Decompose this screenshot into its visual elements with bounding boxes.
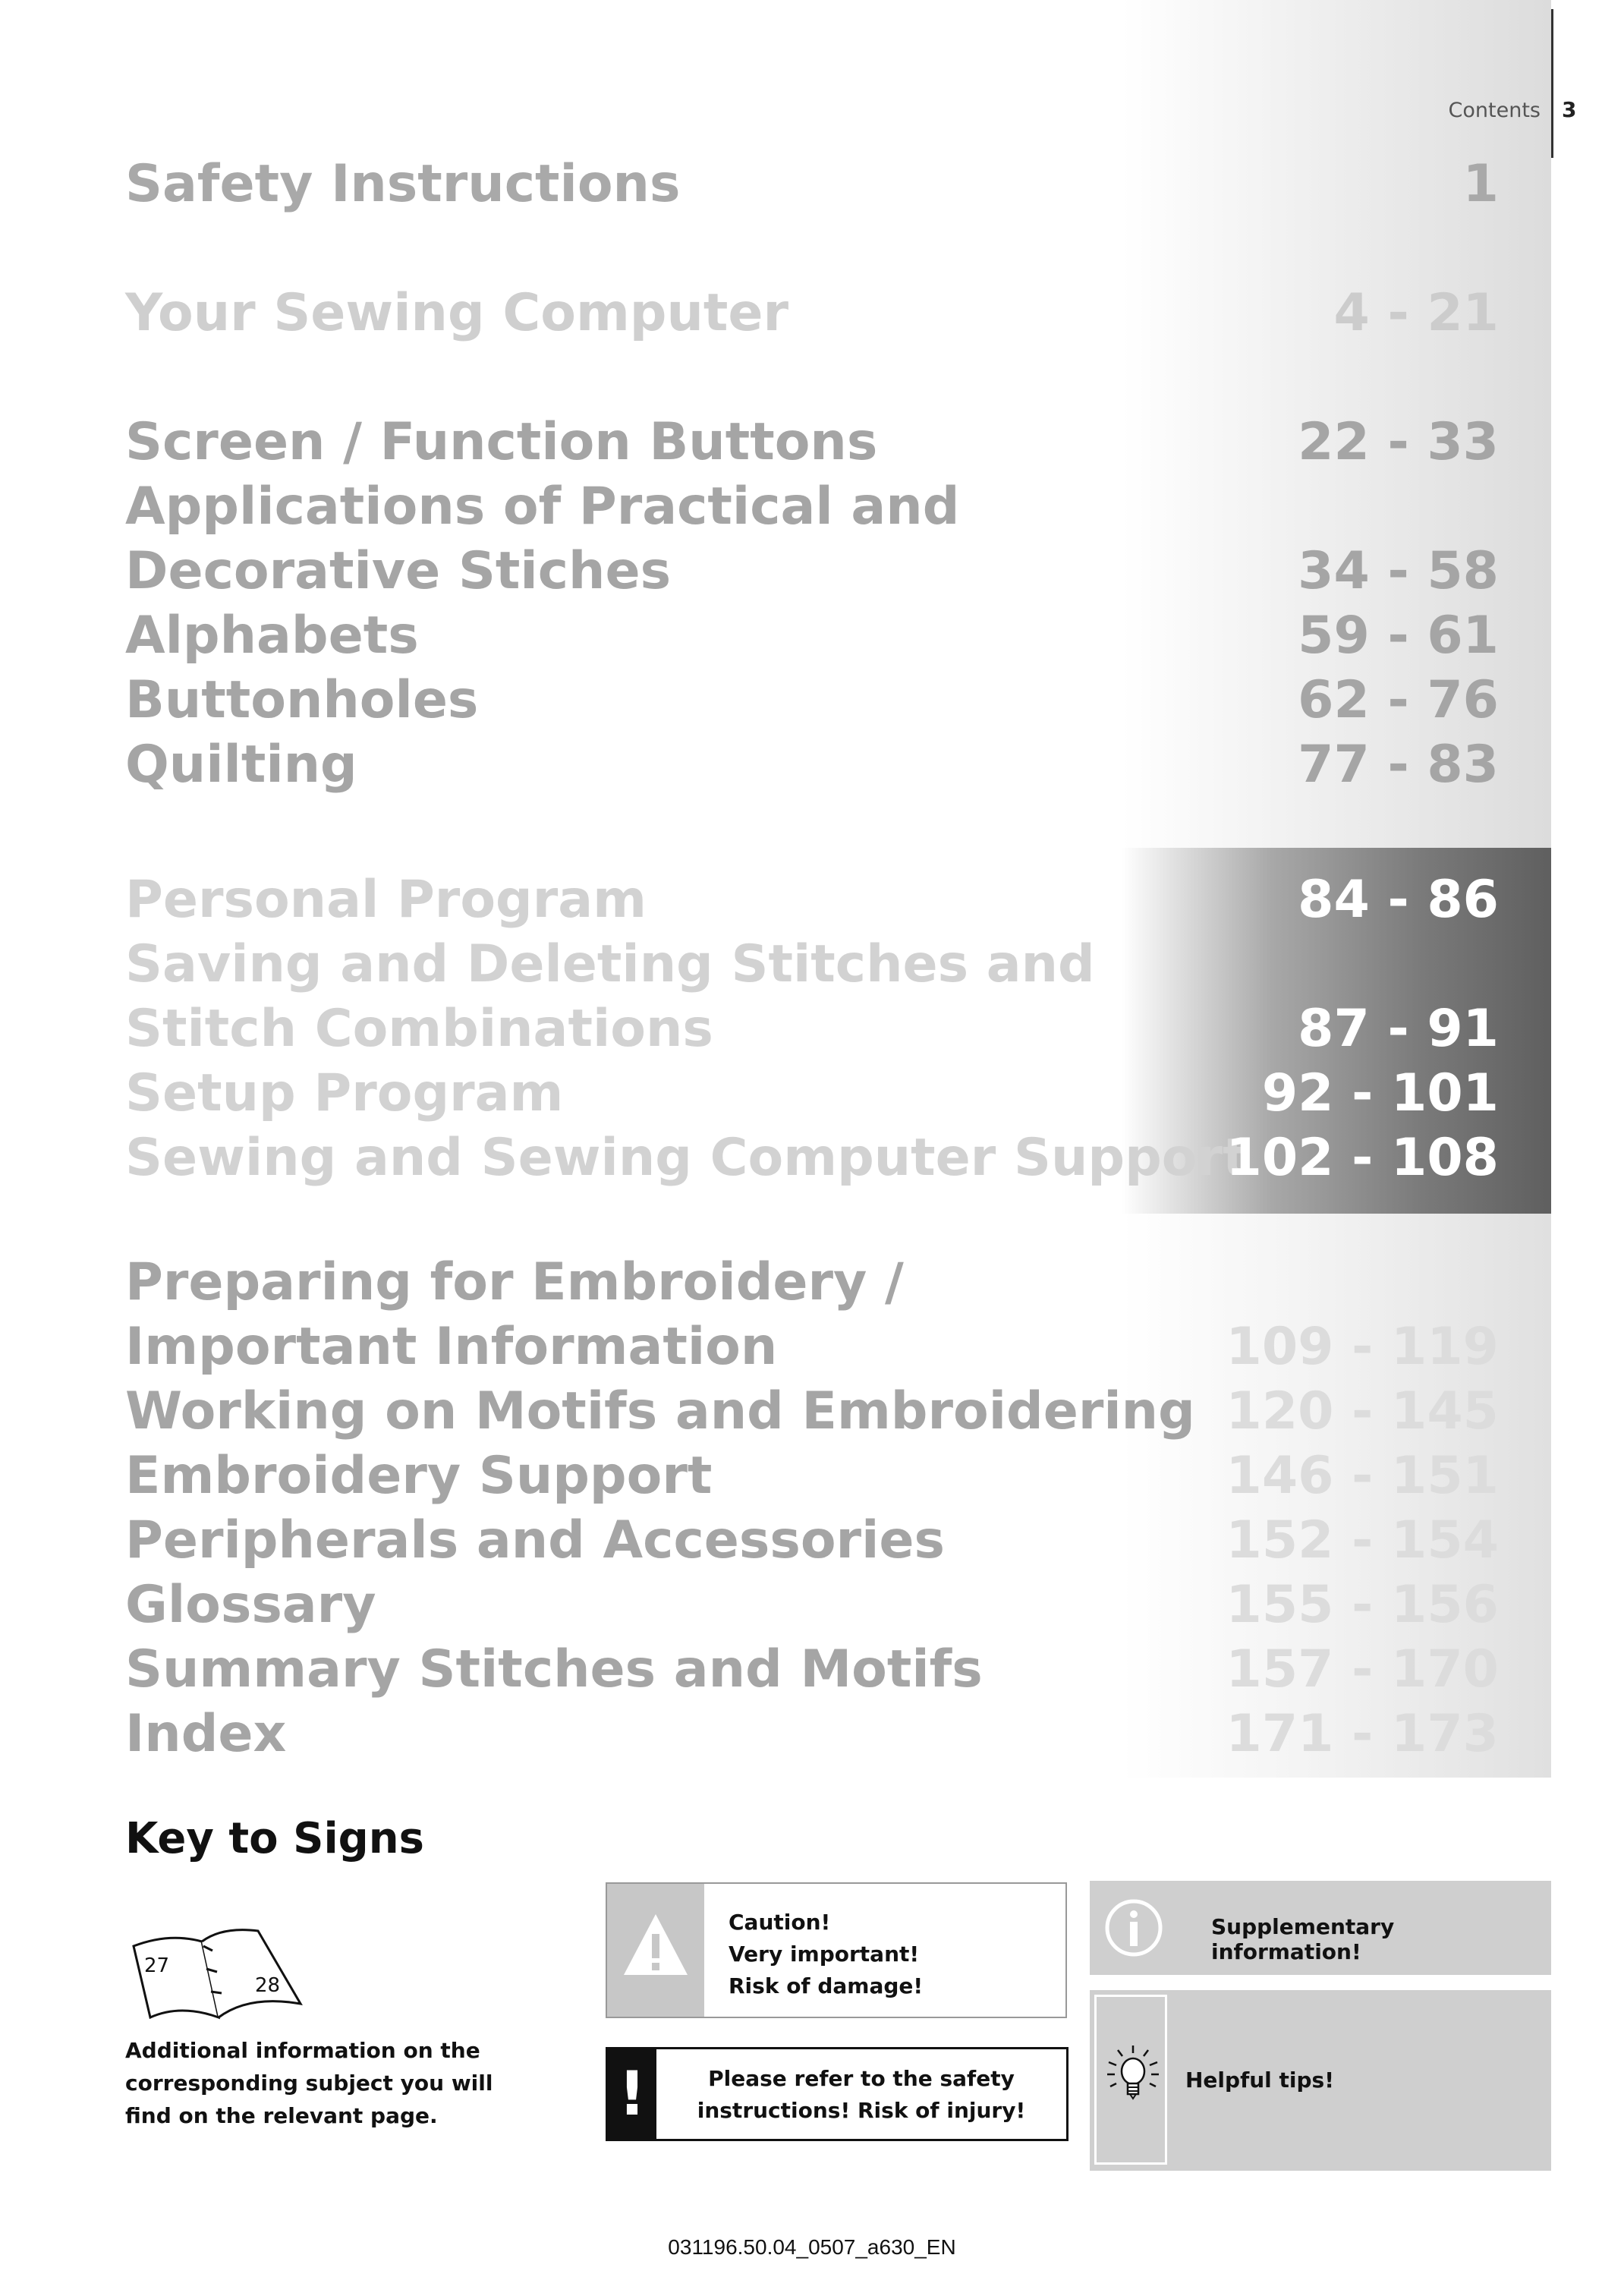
toc-pages: 22 - 33: [1298, 412, 1499, 472]
toc-pages: 87 - 91: [1298, 999, 1499, 1059]
toc-title: Applications of Practical and: [125, 477, 960, 537]
toc-title: Screen / Function Buttons: [125, 412, 878, 472]
toc-title: Saving and Deleting Stitches and: [125, 934, 1095, 994]
toc-title: Summary Stitches and Motifs: [125, 1639, 983, 1699]
toc-pages: 155 - 156: [1226, 1575, 1499, 1635]
tips-icon-frame: [1094, 1995, 1167, 2165]
running-header-section: Contents: [1448, 99, 1541, 122]
toc-pages: 62 - 76: [1298, 670, 1499, 730]
toc-pages: 84 - 86: [1298, 870, 1499, 930]
safety-sign: [606, 2047, 1069, 2141]
helpful-tips-text: Helpful tips!: [1185, 2068, 1334, 2093]
book-page-left: 27: [144, 1954, 170, 1977]
toc-title: Important Information: [125, 1317, 778, 1377]
toc-title: Decorative Stiches: [125, 541, 672, 601]
toc-title: Preparing for Embroidery /: [125, 1252, 904, 1312]
toc-pages: 152 - 154: [1226, 1510, 1499, 1570]
toc-title: Peripherals and Accessories: [125, 1510, 945, 1570]
helpful-tips-sign: [1090, 1990, 1551, 2171]
toc-title: Stitch Combinations: [125, 999, 713, 1059]
info-icon: [1103, 1898, 1164, 1958]
open-book-icon: [127, 1919, 310, 2033]
toc-title: Working on Motifs and Embroidering: [125, 1381, 1195, 1441]
toc-title: Personal Program: [125, 870, 647, 930]
toc-pages: 59 - 61: [1298, 606, 1499, 666]
footer-document-code: 031196.50.04_0507_a630_EN: [668, 2235, 956, 2259]
toc-pages: 109 - 119: [1226, 1317, 1499, 1377]
book-page-right: 28: [255, 1974, 281, 1997]
supplementary-info-sign: [1090, 1881, 1551, 1975]
toc-pages: 34 - 58: [1298, 541, 1499, 601]
toc-pages: 92 - 101: [1261, 1063, 1499, 1123]
toc-title: Glossary: [125, 1575, 376, 1635]
toc-title: Quilting: [125, 735, 357, 795]
toc-title: Your Sewing Computer: [125, 283, 789, 343]
toc-title: Embroidery Support: [125, 1446, 713, 1506]
toc-pages: 102 - 108: [1226, 1128, 1499, 1188]
book-sign-description: Additional information on the corresponding subject you will find on the relevant page.: [125, 2038, 493, 2128]
toc-title: Index: [125, 1704, 287, 1764]
caution-icon-panel: [607, 1884, 704, 2017]
exclamation-icon: !: [608, 2049, 656, 2139]
toc-pages: 4 - 21: [1333, 283, 1499, 343]
caution-text: Caution! Very important! Risk of damage!: [729, 1910, 924, 1998]
toc-title: Sewing and Sewing Computer Support: [125, 1128, 1248, 1188]
caution-sign: [606, 1882, 1067, 2018]
toc-pages: 171 - 173: [1226, 1704, 1499, 1764]
warning-triangle-icon: [607, 1884, 704, 2017]
key-to-signs-heading: Key to Signs: [125, 1814, 424, 1863]
toc-pages: 77 - 83: [1298, 735, 1499, 795]
toc-pages: 120 - 145: [1226, 1381, 1499, 1441]
toc-title: Safety Instructions: [125, 154, 681, 214]
toc-title: Setup Program: [125, 1063, 564, 1123]
running-header-page-number: 3: [1562, 97, 1577, 122]
toc-title: Alphabets: [125, 606, 419, 666]
supplementary-info-text: Supplementary information!: [1211, 1914, 1395, 1964]
lightbulb-icon: [1104, 2042, 1162, 2111]
safety-text: Please refer to the safety instructions! Risk of injury!: [697, 2066, 1026, 2123]
header-divider: [1551, 9, 1553, 158]
toc-pages: 146 - 151: [1226, 1446, 1499, 1506]
toc-pages: 1: [1462, 154, 1499, 214]
toc-title: Buttonholes: [125, 670, 479, 730]
toc-pages: 157 - 170: [1226, 1639, 1499, 1699]
